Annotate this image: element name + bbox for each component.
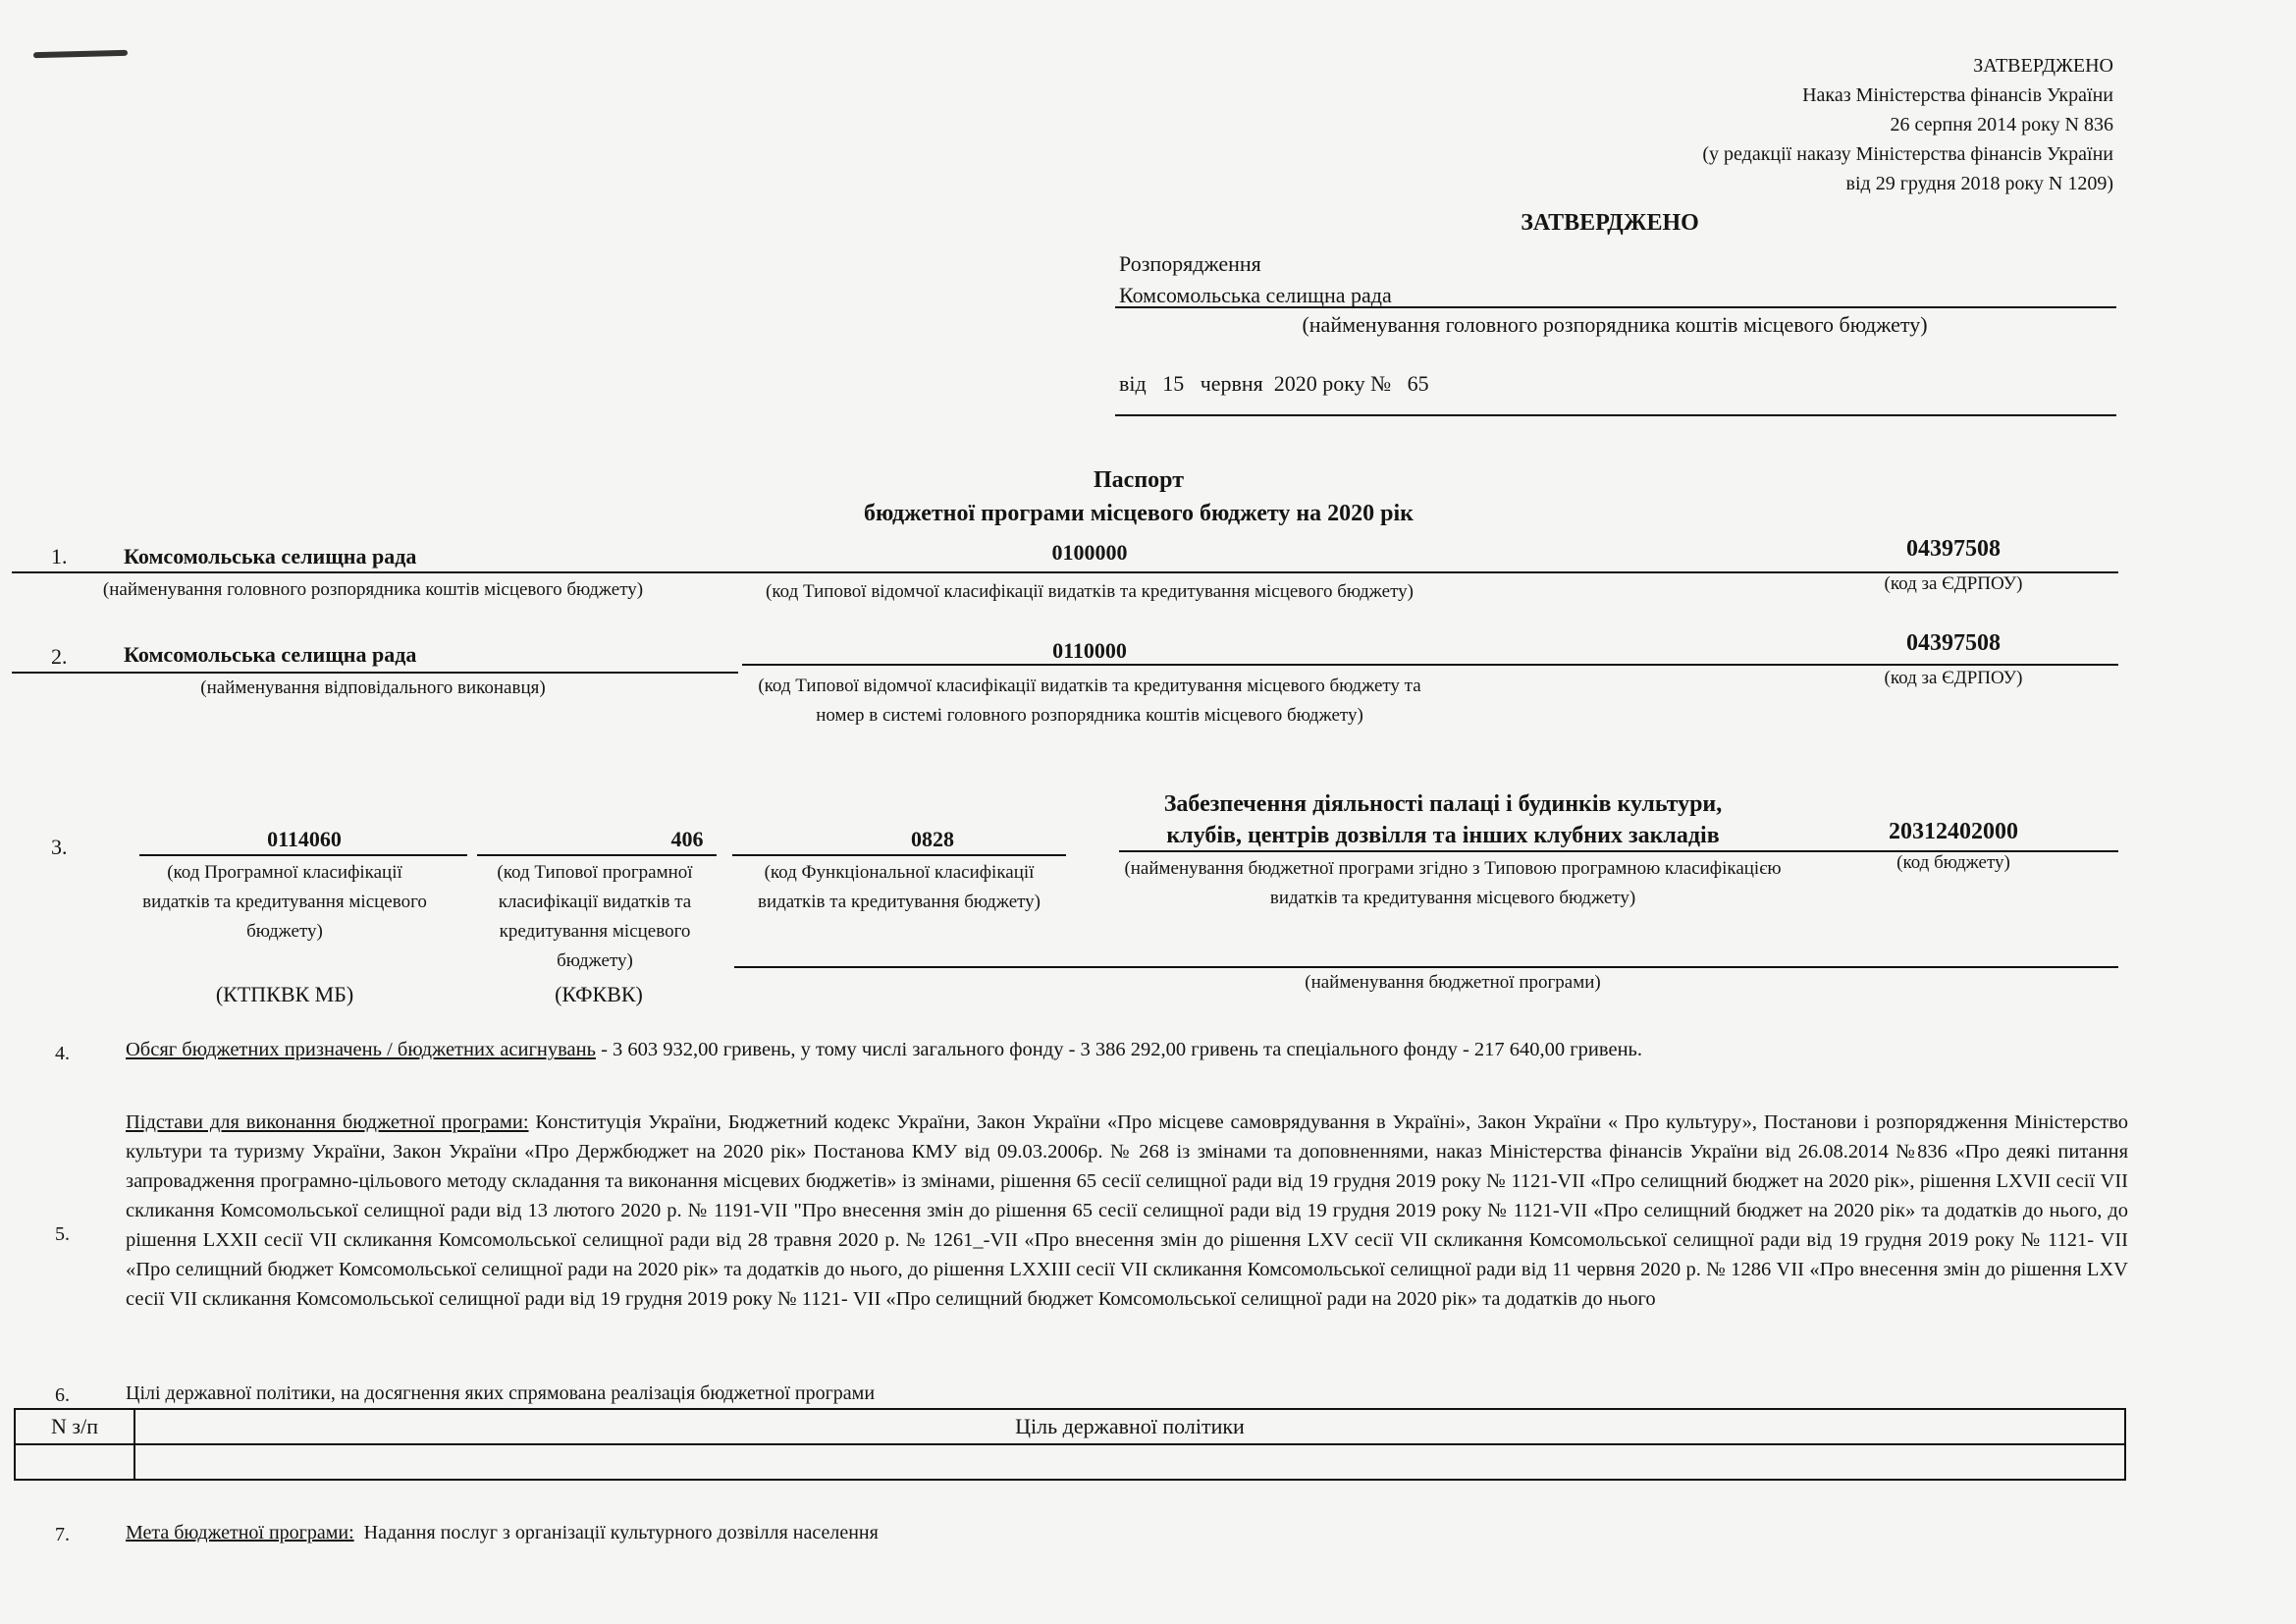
item4-label: Обсяг бюджетних призначень / бюджетних асигнувань bbox=[126, 1039, 596, 1060]
row3-budget-code: 20312402000 bbox=[1889, 819, 2018, 844]
divider bbox=[12, 672, 738, 674]
divider bbox=[742, 664, 2118, 666]
row3-ktpkvk: 0114060 bbox=[267, 827, 342, 851]
approval-line: від 29 грудня 2018 року N 1209) bbox=[1845, 173, 2113, 194]
item5-label: Підстави для виконання бюджетної програми: bbox=[126, 1111, 529, 1133]
row2-code-caption: (код Типової відомчої класифікації видатків та кредитування місцевого бюджету та номер в системі головного розпорядника коштів місцевого бюджету) bbox=[758, 676, 1421, 726]
passport-title: Паспорт bbox=[1094, 467, 1184, 493]
approved-org-caption: (найменування головного розпорядника коштів місцевого бюджету) bbox=[1302, 312, 1928, 337]
row1-edrpou-caption: (код за ЄДРПОУ) bbox=[1884, 573, 2023, 594]
approval-line: 26 серпня 2014 року N 836 bbox=[1890, 114, 2113, 135]
row3-kfkvk: 406 bbox=[670, 827, 704, 851]
row3-ktpkvk-abbr: (КТПКВК МБ) bbox=[215, 982, 354, 1006]
item7-text: Надання послуг з організації культурного дозвілля населення bbox=[353, 1522, 879, 1543]
item7-label: Мета бюджетної програми: bbox=[126, 1522, 354, 1543]
divider bbox=[12, 571, 2118, 573]
row3-func-caption: (код Функціональної класифікації видатків та кредитування бюджету) bbox=[757, 862, 1041, 912]
row3-program-name-line2: клубів, центрів дозвілля та інших клубних закладів bbox=[1166, 823, 1720, 848]
item4-number: 4. bbox=[55, 1043, 70, 1064]
item6-number: 6. bbox=[55, 1384, 70, 1406]
item5-text: Конституція України, Бюджетний кодекс України, Закон України «Про місцеве самоврядування в Україні», Закон України « Про культуру», Постанови і розпорядження Міністерство культури та туризму України, Закон України «Про Держбюджет на 2020 рік» Постанова КМУ від 09.03.2006р. № 268 із змінами та доповненнями, наказ Міністерства фінансів України від 26.08.2014 №836 «Про деякі питання запровадження програмно-цільового методу складання та виконання місцевих бюджетів» із змінами, рішення 65 сесії селищної ради від 19 грудня 2019 року № 1121-VII «Про селищний бюджет на 2020 рік», рішення LXVII сесії VII скликання Комсомольської селищної ради від 13 лютого 2020 р. № 1191-VII "Про внесення змін до рішення 65 сесії селищної ради від 19 грудня 2019 року № 1121-VII «Про селищний бюджет на 2020 рік» та додатків до нього, до рішення LXXII сесії VII скликання Комсомольської селищної ради від 28 травня 2020 р. № 1261_-VII «Про внесення змін до рішення LXV сесії VII скликання Комсомольської селищної ради від 19 грудня 2019 року № 1121- VII «Про селищний бюджет Комсомольської селищної ради на 2020 рік» та додатків до нього, до рішення LXXIII сесії VII скликання Комсомольської селищної ради від 11 червня 2020 р. № 1286 VII «Про внесення змін до рішення LXV сесії VII скликання Комсомольської селищної ради від 19 грудня 2019 року № 1121- VII «Про селищний бюджет Комсомольської селищної ради на 2020 рік» та додатків до нього bbox=[126, 1111, 2128, 1310]
divider bbox=[734, 966, 2118, 968]
row2-name-caption: (найменування відповідального виконавця) bbox=[200, 677, 546, 698]
row2-name: Комсомольська селищна рада bbox=[124, 642, 417, 667]
row3-ktpkvk-caption: (код Програмної класифікації видатків та кредитування місцевого бюджету) bbox=[142, 862, 427, 942]
row1-code-caption: (код Типової відомчої класифікації видатків та кредитування місцевого бюджету) bbox=[766, 581, 1414, 602]
item7-paragraph bbox=[126, 1522, 879, 1544]
approval-line: Наказ Міністерства фінансів України bbox=[1802, 84, 2113, 106]
divider bbox=[477, 854, 717, 856]
row3-number: 3. bbox=[51, 835, 68, 859]
item6-text: Цілі державної політики, на досягнення яких спрямована реалізація бюджетної програми bbox=[126, 1382, 876, 1404]
approved-doc-type: Розпорядження bbox=[1119, 251, 1261, 276]
item4-paragraph bbox=[126, 1035, 2128, 1064]
row2-edrpou-caption: (код за ЄДРПОУ) bbox=[1884, 668, 2023, 688]
row3-program-name-line1: Забезпечення діяльності палаці і будинків культури, bbox=[1163, 791, 1723, 817]
row2-code: 0110000 bbox=[1052, 638, 1127, 663]
approval-stamp bbox=[1426, 51, 2113, 198]
table-header-row bbox=[15, 1409, 2125, 1444]
row2-number: 2. bbox=[51, 644, 68, 669]
row2-edrpou: 04397508 bbox=[1906, 630, 2001, 656]
item7-number: 7. bbox=[55, 1524, 70, 1545]
scan-mark bbox=[33, 50, 128, 59]
table-cell-goal bbox=[134, 1444, 2125, 1480]
divider bbox=[139, 854, 467, 856]
policy-goals-table bbox=[14, 1408, 2126, 1481]
table-row bbox=[15, 1444, 2125, 1480]
row3-program-caption2: (найменування бюджетної програми) bbox=[1305, 972, 1601, 993]
item5-number: 5. bbox=[55, 1223, 70, 1245]
table-header-num: N з/п bbox=[15, 1409, 134, 1444]
row1-code: 0100000 bbox=[1051, 540, 1128, 565]
row1-number: 1. bbox=[51, 544, 68, 568]
table-header-goal: Ціль державної політики bbox=[134, 1409, 2125, 1444]
approved-title: ЗАТВЕРДЖЕНО bbox=[1521, 210, 1699, 236]
row3-budget-caption: (код бюджету) bbox=[1896, 852, 2010, 873]
row3-func-code: 0828 bbox=[911, 827, 954, 851]
passport-subtitle: бюджетної програми місцевого бюджету на 2020 рік bbox=[864, 501, 1414, 526]
item5-paragraph bbox=[126, 1108, 2128, 1314]
divider bbox=[732, 854, 1066, 856]
divider bbox=[1115, 414, 2116, 416]
item4-text: - 3 603 932,00 гривень, у тому числі загального фонду - 3 386 292,00 гривень та спеціального фонду - 217 640,00 гривень. bbox=[595, 1039, 1643, 1060]
approval-line: ЗАТВЕРДЖЕНО bbox=[1973, 55, 2113, 77]
row1-name-caption: (найменування головного розпорядника коштів місцевого бюджету) bbox=[102, 579, 644, 600]
approval-line: (у редакції наказу Міністерства фінансів України bbox=[1702, 143, 2113, 165]
row3-kfkvk-abbr: (КФКВК) bbox=[555, 982, 643, 1006]
approved-date-line: від 15 червня 2020 року № 65 bbox=[1119, 371, 1429, 396]
approved-org: Комсомольська селищна рада bbox=[1119, 283, 1392, 307]
table-cell-num bbox=[15, 1444, 134, 1480]
divider bbox=[1115, 306, 2116, 308]
row3-program-caption: (найменування бюджетної програми згідно з Типовою програмною класифікацією видатків та кредитування місцевого бюджету) bbox=[1124, 858, 1782, 908]
row3-kfkvk-caption: (код Типової програмної класифікації видатків та кредитування місцевого бюджету) bbox=[497, 862, 693, 971]
row1-name: Комсомольська селищна рада bbox=[124, 544, 417, 568]
row1-edrpou: 04397508 bbox=[1906, 536, 2001, 562]
